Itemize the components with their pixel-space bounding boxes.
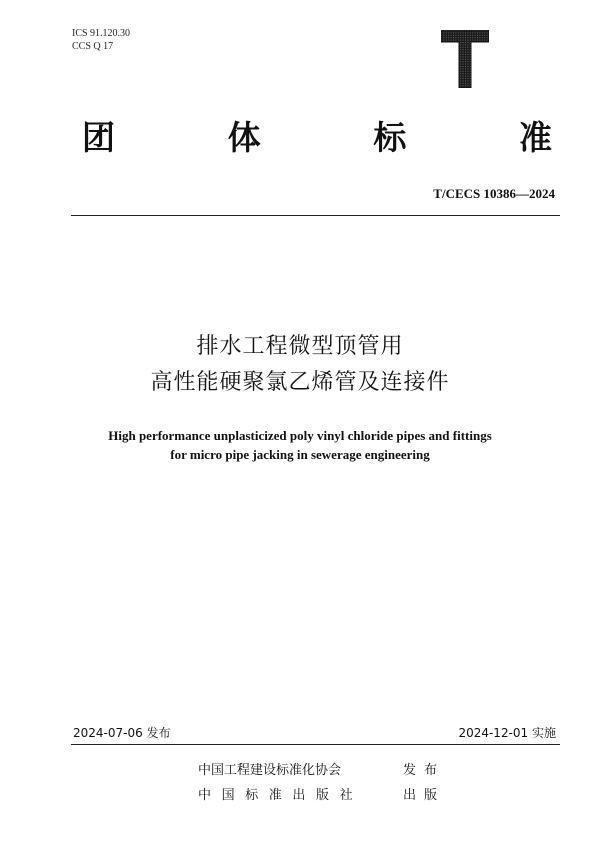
publisher-org: 中国标准出版社 bbox=[198, 788, 364, 803]
ics-code: ICS 91.120.30 bbox=[72, 28, 131, 39]
publisher-role: 发布 bbox=[403, 763, 446, 778]
standard-type-char: 团 bbox=[82, 118, 115, 157]
standard-t-mark bbox=[441, 30, 489, 88]
standard-number: T/CECS 10386—2024 bbox=[433, 186, 555, 201]
issue-date: 2024-07-06 发布 bbox=[73, 726, 171, 740]
implementation-date: 2024-12-01 实施 bbox=[458, 726, 556, 740]
top-divider bbox=[71, 215, 560, 216]
standard-type-title bbox=[82, 118, 552, 158]
standard-type-char: 体 bbox=[227, 118, 261, 157]
ccs-code: CCS Q 17 bbox=[72, 41, 114, 52]
english-title-line-2: for micro pipe jacking in sewerage engineering bbox=[170, 447, 430, 462]
standard-type-char: 标 bbox=[373, 118, 407, 157]
publisher-row bbox=[198, 787, 446, 805]
standard-type-char: 准 bbox=[518, 118, 552, 157]
english-title-line-1: High performance unplasticized poly vinyl chloride pipes and fittings bbox=[108, 428, 492, 443]
bottom-divider bbox=[71, 744, 560, 745]
publisher-org: 中国工程建设标准化协会 bbox=[198, 763, 342, 778]
publisher-row bbox=[198, 762, 446, 780]
chinese-title-line-1: 排水工程微型顶管用 bbox=[196, 334, 404, 359]
publisher-role: 出版 bbox=[403, 788, 446, 803]
chinese-title-line-2: 高性能硬聚氯乙烯管及连接件 bbox=[150, 370, 450, 395]
